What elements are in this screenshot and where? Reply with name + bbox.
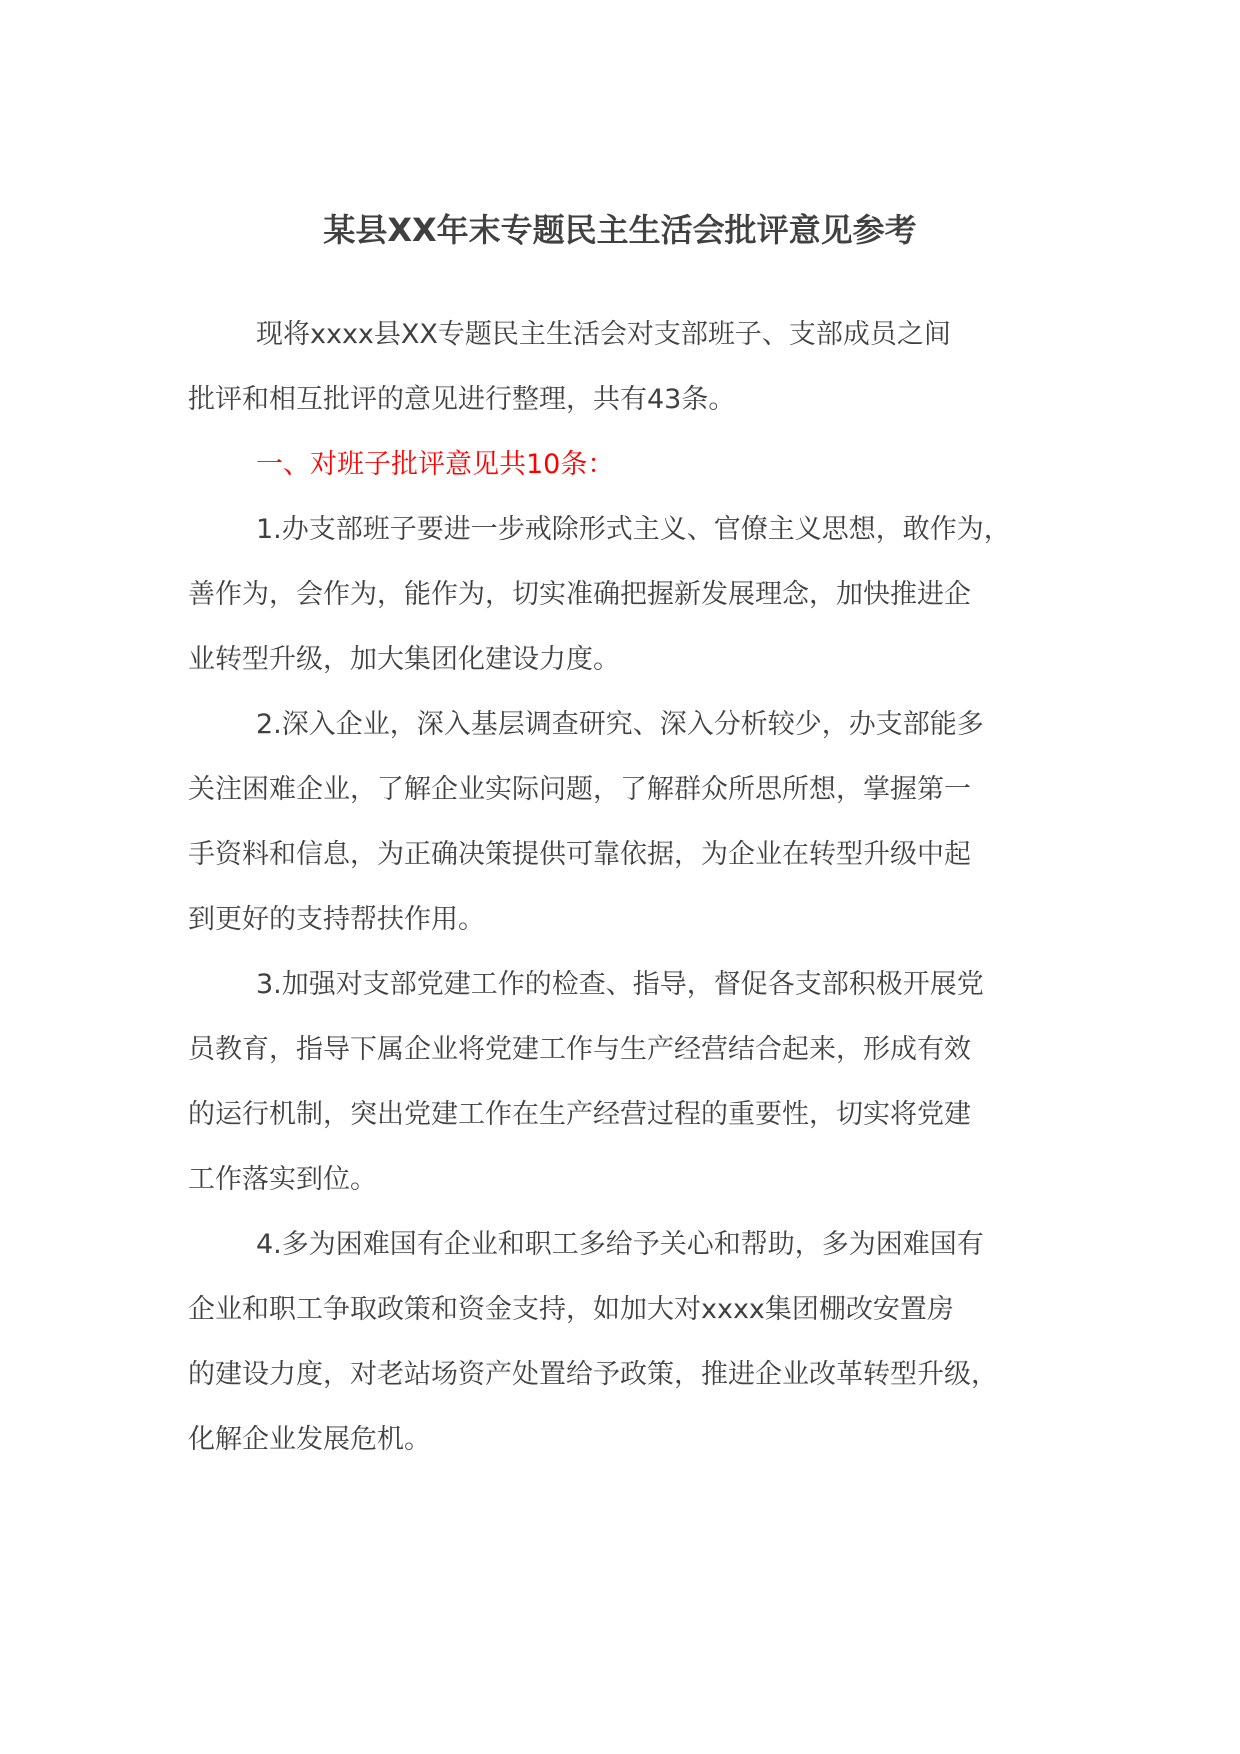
item-2-line-3: 手资料和信息，为正确决策提供可靠依据，为企业在转型升级中起: [188, 839, 971, 870]
item-4-line-1: 4.多为困难国有企业和职工多给予关心和帮助，多为困难国有: [256, 1229, 984, 1260]
intro-paragraph: [188, 302, 1068, 432]
item-4-line-4: 化解企业发展危机。: [188, 1424, 431, 1455]
item-3-line-4: 工作落实到位。: [188, 1164, 377, 1195]
item-3-line-3: 的运行机制，突出党建工作在生产经营过程的重要性，切实将党建: [188, 1099, 971, 1130]
item-paragraph-1: [188, 497, 1068, 692]
item-3-line-1: 3.加强对支部党建工作的检查、指导，督促各支部积极开展党: [256, 969, 984, 1000]
item-paragraph-2: [188, 692, 1068, 952]
item-paragraph-3: [188, 952, 1068, 1212]
item-4-line-3: 的建设力度，对老站场资产处置给予政策，推进企业改革转型升级，: [188, 1359, 998, 1390]
intro-line-2: 批评和相互批评的意见进行整理，共有43条。: [188, 384, 736, 415]
item-1-line-1: 1.办支部班子要进一步戒除形式主义、官僚主义思想，敢作为，: [256, 514, 1011, 545]
intro-line-1: 现将xxxx县XX专题民主生活会对支部班子、支部成员之间: [256, 319, 951, 350]
item-2-line-2: 关注困难企业，了解企业实际问题，了解群众所思所想，掌握第一: [188, 774, 971, 805]
item-1-line-3: 业转型升级，加大集团化建设力度。: [188, 644, 620, 675]
section-heading-text: 一、对班子批评意见共10条：: [256, 449, 615, 480]
item-1-line-2: 善作为，会作为，能作为，切实准确把握新发展理念，加快推进企: [188, 579, 971, 610]
item-3-line-2: 员教育，指导下属企业将党建工作与生产经营结合起来，形成有效: [188, 1034, 971, 1065]
document-title: 某县XX年末专题民主生活会批评意见参考: [323, 211, 917, 249]
document-body: [188, 302, 1068, 1472]
item-4-line-2: 企业和职工争取政策和资金支持，如加大对xxxx集团棚改安置房: [188, 1294, 954, 1325]
item-paragraph-4: [188, 1212, 1068, 1472]
item-2-line-1: 2.深入企业，深入基层调查研究、深入分析较少，办支部能多: [256, 709, 984, 740]
item-2-line-4: 到更好的支持帮扶作用。: [188, 904, 485, 935]
section-heading: [188, 432, 1068, 497]
